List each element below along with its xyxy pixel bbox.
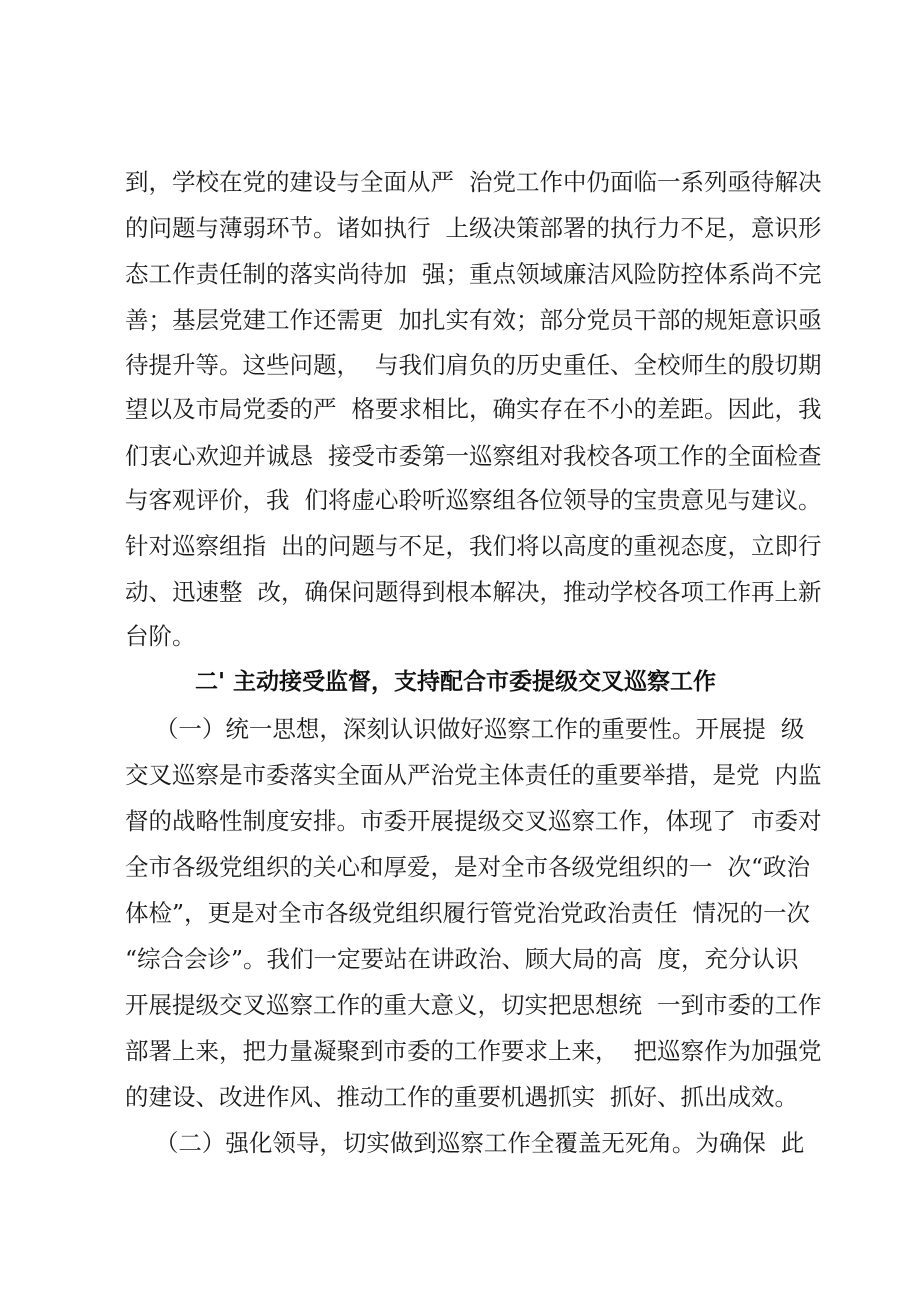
paragraph-line: 待提升等。这些问题， 与我们肩负的历史重任、全校师生的殷切期 [125, 351, 822, 379]
paragraph-line: “综合会诊”。我们一定要站在讲政治、顾大局的高 度，充分认识 [125, 945, 799, 973]
paragraph-line: 望以及市局党委的严 格要求相比，确实存在不小的差距。因此，我 [125, 395, 822, 423]
paragraph-line: 到，学校在党的建设与全面从严 治党工作中仍面临一系列亟待解决 [125, 168, 822, 196]
paragraph-line: 针对巡察组指 出的问题与不足，我们将以高度的重视态度，立即行 [125, 532, 822, 560]
paragraph-line: 开展提级交叉巡察工作的重大意义，切实把思想统 一到市委的工作 [125, 991, 822, 1019]
paragraph-line: 督的战略性制度安排。市委开展提级交叉巡察工作，体现了 市委对 [125, 807, 822, 835]
paragraph-line: （二）强化领导，切实做到巡察工作全覆盖无死角。为确保 此 [125, 1129, 805, 1157]
paragraph-line: 部署上来，把力量凝聚到市委的工作要求上来， 把巡察作为加强党 [125, 1037, 822, 1065]
paragraph-line: 交叉巡察是市委落实全面从严治党主体责任的重要举措，是党 内监 [125, 761, 822, 789]
paragraph-line: 体检”，更是对全市各级党组织履行管党治党政治责任 情况的一次 [125, 899, 810, 927]
paragraph-line: 态工作责任制的落实尚待加 强；重点领域廉洁风险防控体系尚不完 [125, 260, 822, 288]
paragraph-line: 们衷心欢迎并诚恳 接受市委第一巡察组对我校各项工作的全面检查 [125, 442, 822, 470]
section-heading: 二' 主动接受监督，支持配合市委提级交叉巡察工作 [195, 669, 717, 695]
paragraph-line: 的问题与薄弱环节。诸如执行 上级决策部署的执行力不足，意识形 [125, 214, 822, 242]
paragraph-line: 的建设、改进作风、推动工作的重要机遇抓实 抓好、抓出成效。 [125, 1083, 798, 1111]
paragraph-line: （一）统一思想，深刻认识做好巡察工作的重要性。开展提 级 [125, 715, 805, 743]
paragraph-line: 与客观评价，我 们将虚心聆听巡察组各位领导的宝贵意见与建议。 [125, 486, 822, 514]
paragraph-line: 台阶。 [125, 622, 196, 650]
paragraph-line: 全市各级党组织的关心和厚爱，是对全市各级党组织的一 次“政治 [125, 853, 810, 881]
paragraph-line: 动、迅速整 改，确保问题得到根本解决，推动学校各项工作再上新 [125, 578, 822, 606]
paragraph-line: 善；基层党建工作还需更 加扎实有效；部分党员干部的规矩意识亟 [125, 306, 822, 334]
